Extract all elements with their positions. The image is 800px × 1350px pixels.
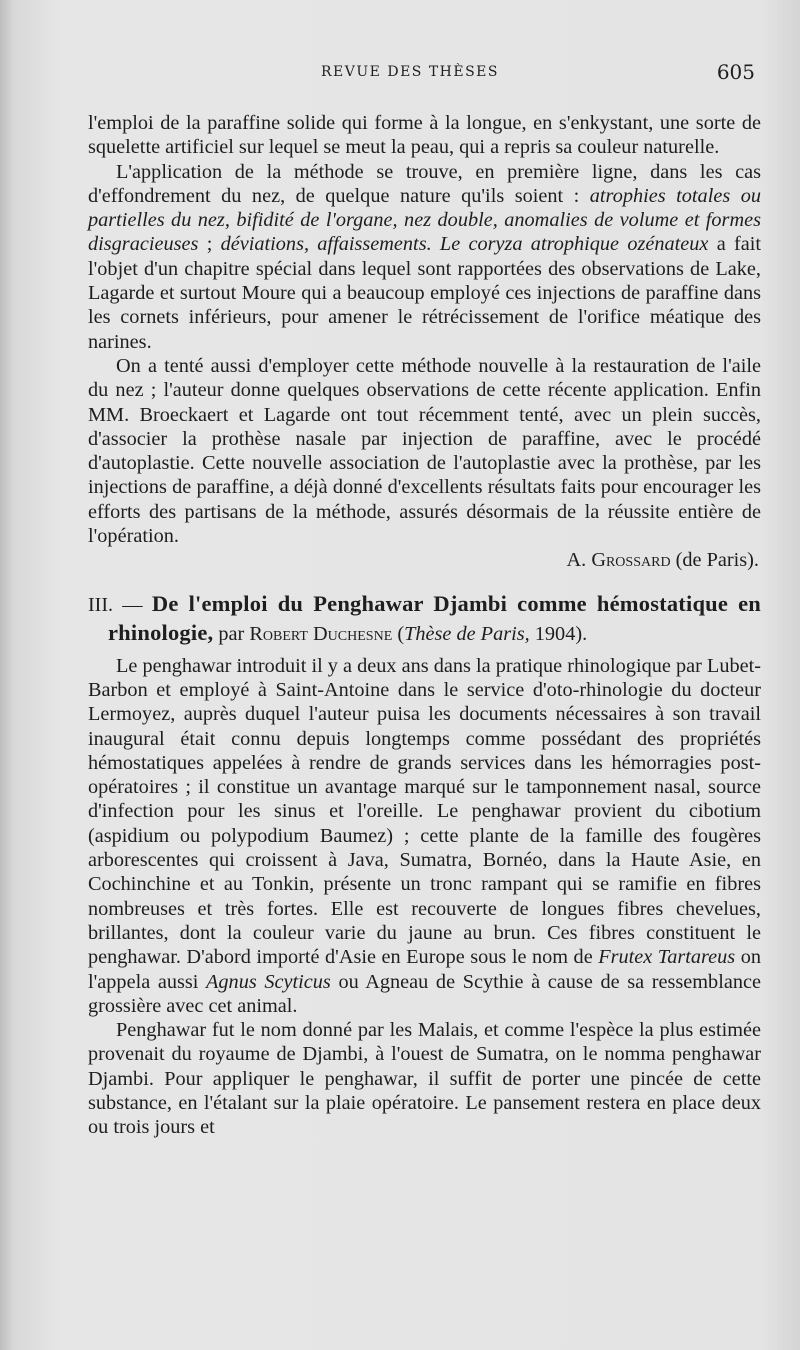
signature-name: Grossard xyxy=(591,549,671,572)
paragraph-5: Penghawar fut le nom donné par les Malais, et comme l'espèce la plus estimée provenait du royaume de Djambi, à l'ouest de Sumatra, on le nomma penghawar Djambi. Pour appliquer le penghawar, il suffit de porter une pincée de cette substance, en l'étalant sur la plaie opératoire. Le pansement restera en place deux ou trois jours et xyxy=(88,1019,761,1139)
section-par: par xyxy=(213,622,250,645)
paragraph-4-end: ou Agneau de Scythie à cause de sa ressemblance grossière avec cet animal. xyxy=(88,970,761,1017)
paragraph-2-italic-2: déviations, affaissements. Le coryza atrophique ozénateux xyxy=(220,233,709,256)
paragraph-4-mid: on l'appela aussi xyxy=(88,946,761,993)
paragraph-4-start: Le penghawar introduit il y a deux ans dans la pratique rhinologique par Lubet-Barbon et employé à Saint-Antoine dans le service d'oto-rhinologie du docteur Lermoyez, auprès duquel l'auteur puisa les documents nécessaires à son travail inaugural était connu depuis longtemps comme possédant des propriétés hémostatiques appelées à rendre de grands services dans les hémorragies post-opératoires ; il constitue un avantage marqué sur le tamponnement nasal, source d'infection pour les sinus et l'oreille. Le penghawar provient du cibotium (aspidium ou polypodium Baumez) ; cette plante de la famille des fougères arborescentes qui croissent à Java, Sumatra, Bornéo, dans la Haute Asie, en Cochinchine et au Tonkin, présente un tronc rampant qui se ramifie en fibres nombreuses et très fortes. Elle est recouverte de longues fibres chevelues, brillantes, dont la couleur varie du jaune au brun. Ces fibres constituent le penghawar. D'abord importé d'Asie en Europe sous le nom de xyxy=(88,654,761,969)
page-number: 605 xyxy=(716,60,755,84)
text-body xyxy=(88,111,761,1140)
signature xyxy=(88,548,761,572)
section-open: ( xyxy=(392,622,405,645)
section-heading xyxy=(88,590,761,648)
paragraph-2 xyxy=(88,160,761,354)
paragraph-2-intro: L'application de la méthode se trouve, en première ligne, dans les cas d'effondrement du nez, de quelque nature qu'ils soient : xyxy=(88,160,761,207)
running-header xyxy=(0,62,800,86)
paragraph-4-italic-2: Agnus Scyticus xyxy=(206,970,331,993)
signature-place: (de Paris). xyxy=(670,549,759,572)
paragraph-2-rest: a fait l'objet d'un chapitre spécial dans lequel sont rapportées des observations de Lake, Lagarde et surtout Moure qui a beaucoup employé ces injections de paraffine dans les cornets inférieurs, pour amener le rétrécissement de l'orifice méatique des narines. xyxy=(88,233,761,353)
section-number: III. xyxy=(88,593,113,616)
paragraph-2-italic-1: atrophies totales ou partielles du nez, bifidité de l'organe, nez double, anomalies de volume et formes disgracieuses xyxy=(88,184,761,256)
section-author: Robert Duchesne xyxy=(249,622,393,645)
section-dash: — xyxy=(112,593,152,616)
running-title: REVUE DES THÈSES xyxy=(321,64,499,80)
signature-initial: A. xyxy=(566,549,592,572)
section-title: De l'emploi du Penghawar Djambi comme hémostatique en rhinologie, xyxy=(108,590,762,645)
paragraph-3: On a tenté aussi d'employer cette méthode nouvelle à la restauration de l'aile du nez ; l'auteur donne quelques observations de cette récente application. Enfin MM. Broeckaert et Lagarde ont tout récemment tenté, avec un plein succès, d'associer la prothèse nasale par injection de paraffine, avec le procédé d'autoplastie. Cette nouvelle association de l'autoplastie avec la prothèse, par les injections de paraffine, a déjà donné d'excellents résultats faits pour encourager les efforts des partisans de la méthode, assurés désormais de la réussite entière de l'opération. xyxy=(88,354,761,548)
paragraph-4-italic-1: Frutex Tartareus xyxy=(598,946,736,969)
section-year: 1904). xyxy=(529,622,588,645)
paragraph-4 xyxy=(88,654,761,1018)
section-thesis: Thèse de Paris, xyxy=(404,622,530,645)
paragraph-2-separator: ; xyxy=(198,233,221,256)
paragraph-1: l'emploi de la paraffine solide qui forme à la longue, en s'enkystant, une sorte de squelette artificiel sur lequel se meut la peau, qui a repris sa couleur naturelle. xyxy=(88,112,761,159)
